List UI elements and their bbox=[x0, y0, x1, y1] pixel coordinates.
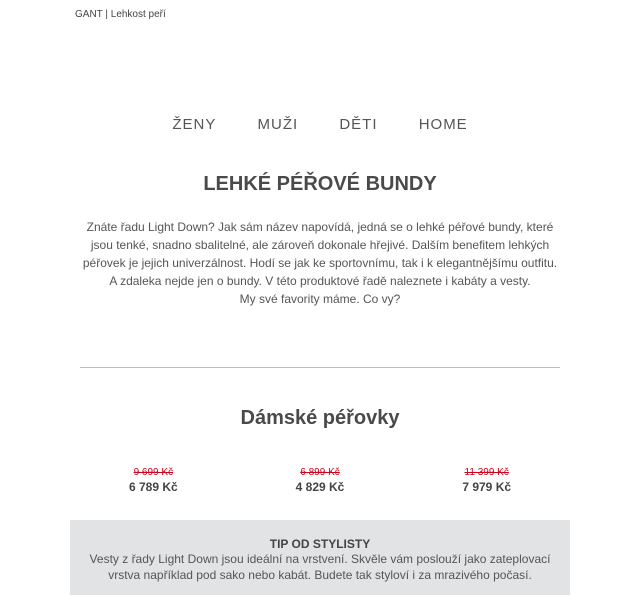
hero-paragraph bbox=[80, 218, 560, 308]
hero-title: LEHKÉ PÉŘOVÉ BUNDY bbox=[203, 173, 437, 195]
section-divider bbox=[80, 367, 560, 368]
stylist-tip-box bbox=[70, 520, 570, 595]
nav-link-home[interactable]: HOME bbox=[418, 116, 468, 133]
nav-link-zeny[interactable]: ŽENY bbox=[172, 116, 217, 133]
product-list bbox=[70, 467, 570, 495]
main-nav bbox=[0, 116, 640, 133]
section-title: Dámské péřovky bbox=[240, 407, 400, 429]
tip-text bbox=[70, 551, 570, 583]
new-price: 7 979 Kč bbox=[462, 480, 512, 494]
product-item[interactable] bbox=[70, 467, 237, 495]
nav-link-deti[interactable]: DĚTI bbox=[339, 116, 378, 133]
hero-paragraph-line: My své favority máme. Co vy? bbox=[239, 292, 401, 306]
old-price: 9 699 Kč bbox=[133, 467, 174, 478]
tip-text-line: vrstva například pod sako nebo kabát. Budete tak styloví i za mrazivého počasí. bbox=[108, 568, 532, 582]
hero-paragraph-line: péřovek je jejich univerzálnost. Hodí se jak ke sportovnímu, tak i k elegantnějšímu outfitu. bbox=[82, 256, 558, 270]
old-price: 11 399 Kč bbox=[464, 467, 509, 478]
product-item[interactable] bbox=[403, 467, 570, 495]
new-price: 4 829 Kč bbox=[295, 480, 345, 494]
nav-link-muzi[interactable]: MUŽI bbox=[257, 116, 299, 133]
hero-paragraph-line: Znáte řadu Light Down? Jak sám název napovídá, jedná se o lehké péřové bundy, které bbox=[86, 220, 554, 234]
tip-title: TIP OD STYLISTY bbox=[269, 537, 371, 551]
hero-paragraph-line: A zdaleka nejde jen o bundy. V této produktové řadě naleznete i kabáty a vesty. bbox=[109, 274, 531, 288]
product-item[interactable] bbox=[237, 467, 404, 495]
hero-paragraph-line: jsou tenké, snadno sbalitelné, ale zároveň dokonale hřejivé. Dalším benefitem lehkých bbox=[90, 238, 550, 252]
old-price: 6 899 Kč bbox=[300, 467, 340, 478]
preheader-text: GANT | Lehkost peří bbox=[75, 9, 166, 20]
new-price: 6 789 Kč bbox=[128, 480, 178, 494]
tip-text-line: Vesty z řady Light Down jsou ideální na vrstvení. Skvěle vám poslouží jako zateplovací bbox=[89, 552, 551, 566]
